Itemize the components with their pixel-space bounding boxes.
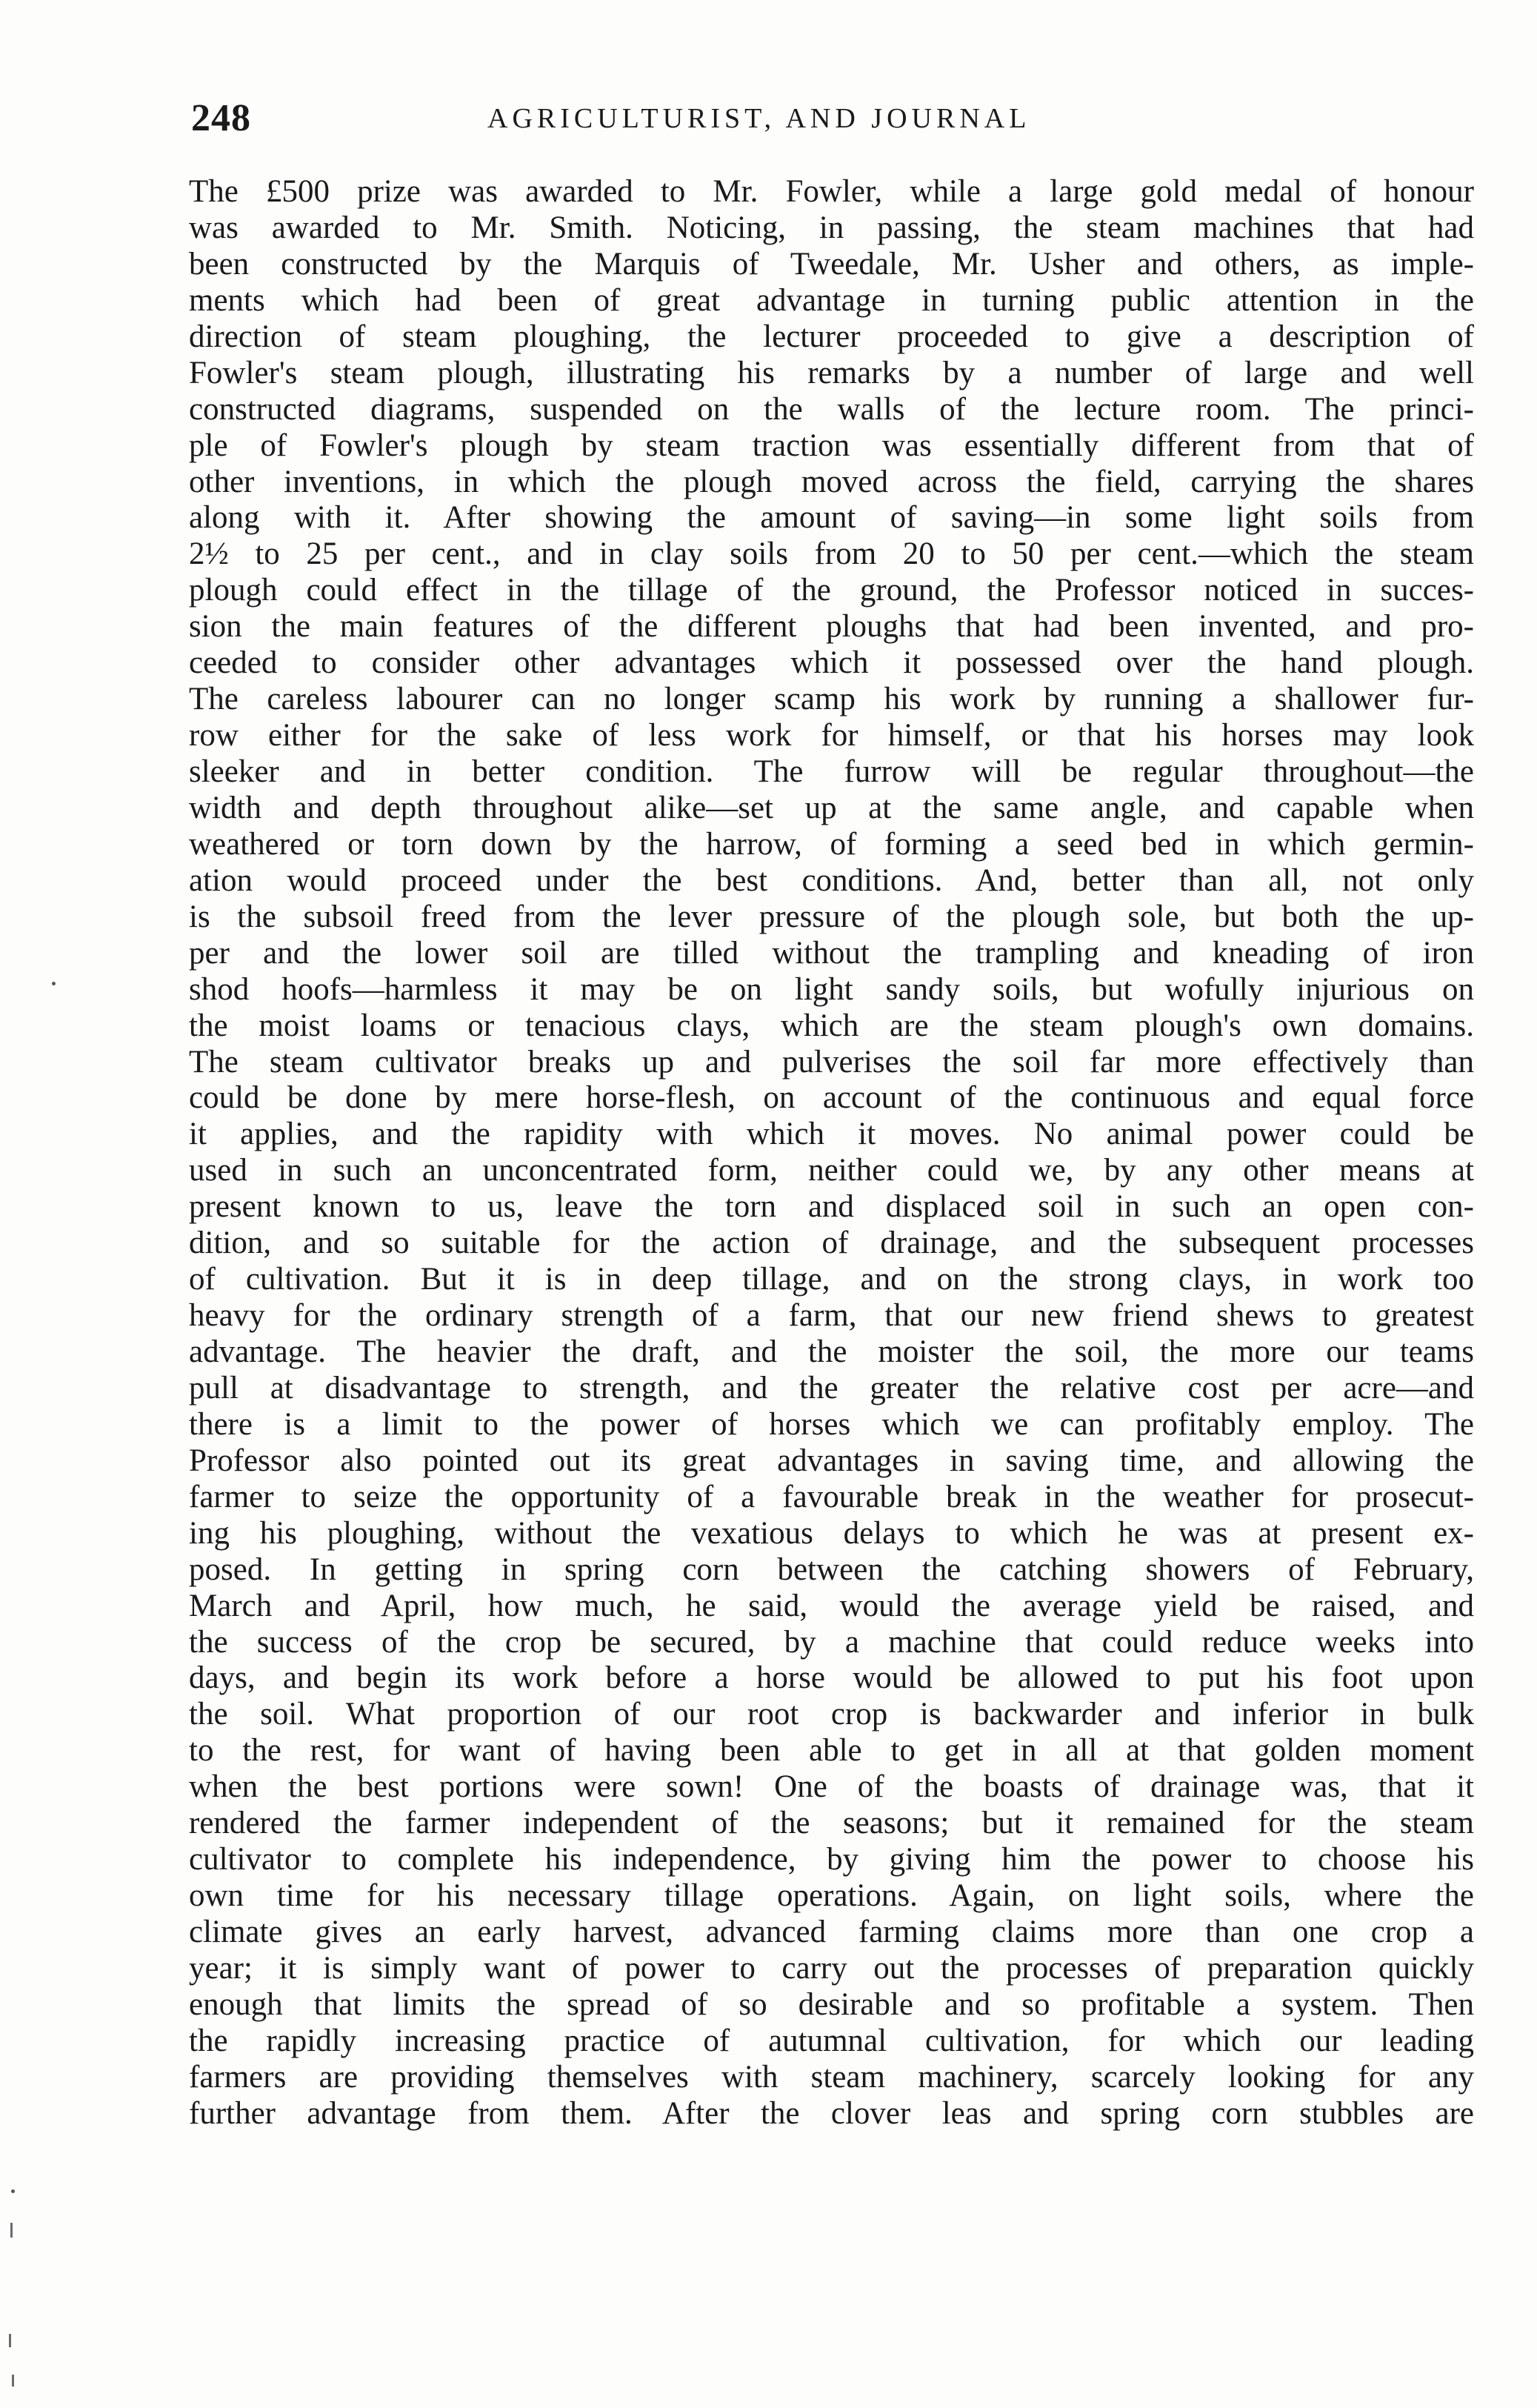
text-line: 2½ to 25 per cent., and in clay soils from 20 to 50 per cent.—which the steam [189,536,1474,572]
scan-speck [11,2189,15,2193]
text-line: row either for the sake of less work for himself, or that his horses may look [189,718,1474,754]
page-header [191,89,1480,148]
text-line: plough could effect in the tillage of the ground, the Professor noticed in succes- [189,573,1474,608]
text-line: sion the main features of the different ploughs that had been invented, and pro- [189,609,1474,645]
text-line: Professor also pointed out its great advantages in saving time, and allowing the [189,1443,1474,1478]
text-line: was awarded to Mr. Smith. Noticing, in passing, the steam machines that had [189,210,1474,245]
text-line: is the subsoil freed from the lever pressure of the plough sole, but both the up- [189,899,1474,934]
text-line: heavy for the ordinary strength of a farm, that our new friend shews to greatest [189,1298,1474,1334]
text-line: advantage. The heavier the draft, and the moister the soil, the more our teams [189,1334,1474,1369]
text-line: weathered or torn down by the harrow, of forming a seed bed in which germin- [189,826,1474,862]
text-line: the soil. What proportion of our root crop is backwarder and inferior in bulk [189,1697,1474,1732]
text-line: ceeded to consider other advantages which it possessed over the hand plough. [189,645,1474,681]
text-line: farmer to seize the opportunity of a favourable break in the weather for prosecut- [189,1479,1474,1514]
text-line: days, and begin its work before a horse would be allowed to put his foot upon [189,1660,1474,1696]
text-line: ing his ploughing, without the vexatious delays to which he was at present ex- [189,1515,1474,1551]
text-line: other inventions, in which the plough moved across the field, carrying the shares [189,464,1474,499]
text-line: along with it. After showing the amount of saving—in some light soils from [189,500,1474,536]
text-line: ments which had been of great advantage in turning public attention in the [189,282,1474,318]
running-head: AGRICULTURIST, AND JOURNAL [487,103,1031,134]
text-line: the moist loams or tenacious clays, which are the steam plough's own domains. [189,1008,1474,1043]
text-line: year; it is simply want of power to carry out the processes of preparation quickly [189,1950,1474,1986]
text-line: The £500 prize was awarded to Mr. Fowler, while a large gold medal of honour [189,174,1474,209]
text-line: used in such an unconcentrated form, neither could we, by any other means at [189,1153,1474,1188]
text-line: direction of steam ploughing, the lecturer proceeded to give a description of [189,319,1474,354]
text-line: when the best portions were sown! One of the boasts of drainage was, that it [189,1769,1474,1805]
text-line: farmers are providing themselves with steam machinery, scarcely looking for any [189,2059,1474,2095]
scan-mark [12,2375,14,2387]
text-line: further advantage from them. After the clover leas and spring corn stubbles are [189,2095,1474,2131]
text-line: present known to us, leave the torn and displaced soil in such an open con- [189,1189,1474,1225]
text-line: rendered the farmer independent of the seasons; but it remained for the steam [189,1806,1474,1841]
text-line: it applies, and the rapidity with which it moves. No animal power could be [189,1117,1474,1152]
text-line: the success of the crop be secured, by a machine that could reduce weeks into [189,1624,1474,1660]
text-line: the rapidly increasing practice of autumnal cultivation, for which our leading [189,2023,1474,2058]
scan-speck [52,982,56,985]
text-line: climate gives an early harvest, advanced farming claims more than one crop a [189,1915,1474,1949]
text-line: ple of Fowler's plough by steam traction was essentially different from that of [189,428,1474,463]
text-line: The careless labourer can no longer scamp his work by running a shallower fur- [189,682,1474,717]
text-line: Fowler's steam plough, illustrating his remarks by a number of large and well [189,355,1474,390]
text-line: sleeker and in better condition. The furrow will be regular throughout—the [189,754,1474,789]
text-line: there is a limit to the power of horses which we can profitably employ. The [189,1406,1474,1442]
text-line: enough that limits the spread of so desirable and so profitable a system. Then [189,1986,1474,2022]
scan-mark [9,2334,11,2347]
text-line: pull at disadvantage to strength, and the greater the relative cost per acre—and [189,1370,1474,1406]
body-text [189,174,1474,2382]
scan-mark [10,2223,13,2238]
text-line: cultivator to complete his independence, by giving him the power to choose his [189,1842,1474,1877]
text-line: to the rest, for want of having been able to get in all at that golden moment [189,1733,1474,1769]
text-line: constructed diagrams, suspended on the walls of the lecture room. The princi- [189,391,1474,427]
text-line: could be done by mere horse-flesh, on account of the continuous and equal force [189,1080,1474,1116]
text-line: The steam cultivator breaks up and pulverises the soil far more effectively than [189,1044,1474,1080]
text-line: width and depth throughout alike—set up at the same angle, and capable when [189,790,1474,825]
text-line: posed. In getting in spring corn between the catching showers of February, [189,1551,1474,1587]
text-line: ation would proceed under the best conditions. And, better than all, not only [189,862,1474,898]
text-line: per and the lower soil are tilled without the trampling and kneading of iron [189,935,1474,971]
text-line: shod hoofs—harmless it may be on light sandy soils, but wofully injurious on [189,971,1474,1007]
text-line: own time for his necessary tillage operations. Again, on light soils, where the [189,1878,1474,1914]
page-number: 248 [191,97,251,139]
text-line: been constructed by the Marquis of Tweedale, Mr. Usher and others, as imple- [189,246,1474,282]
text-line: dition, and so suitable for the action of drainage, and the subsequent processes [189,1225,1474,1261]
text-line: of cultivation. But it is in deep tillage, and on the strong clays, in work too [189,1262,1474,1297]
text-line: March and April, how much, he said, would the average yield be raised, and [189,1588,1474,1623]
